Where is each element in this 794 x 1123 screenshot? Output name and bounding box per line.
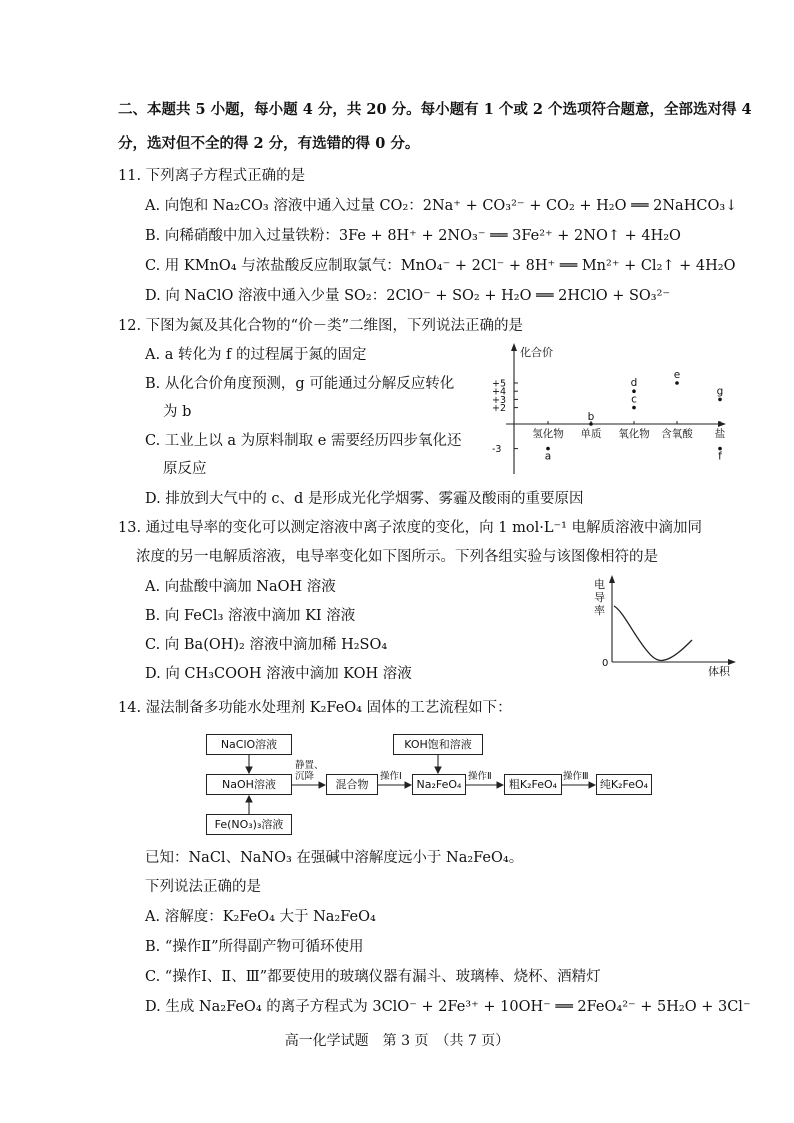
q12-stem: 12. 下图为氮及其化合物的“价－类”二维图，下列说法正确的是 (118, 318, 523, 334)
curve-origin-label: 0 (602, 658, 609, 669)
q11-option-c: C. 用 KMnO₄ 与浓盐酸反应制取氯气：MnO₄⁻ + 2Cl⁻ + 8H⁺ ══ Mn²⁺ + Cl₂↑ + 4H₂O (145, 258, 736, 274)
curve-xlabel: 体积 (708, 665, 730, 678)
diagram-point-g (718, 398, 722, 402)
q12-option-d: D. 排放到大气中的 c、d 是形成光化学烟雾、雾霾及酸雨的重要原因 (145, 491, 584, 507)
flow-box-koh: KOH饱和溶液 (393, 734, 483, 755)
q14-option-c: C. “操作Ⅰ、Ⅱ、Ⅲ”都要使用的玻璃仪器有漏斗、玻璃棒、烧杯、酒精灯 (145, 969, 601, 985)
diagram-ytick-label: +2 (492, 403, 507, 415)
diagram-point-d (632, 389, 636, 393)
q14-option-b: B. “操作Ⅱ”所得副产物可循环使用 (145, 939, 364, 955)
flow-box-naoh: NaOH溶液 (206, 774, 292, 795)
diagram-ytick-label: -3 (492, 444, 502, 456)
flow-box-na2feo4: Na₂FeO₄ (412, 774, 466, 795)
diagram-ytick-label: +5 (492, 378, 507, 390)
q14-stem: 14. 湿法制备多功能水处理剂 K₂FeO₄ 固体的工艺流程如下： (118, 700, 512, 716)
flow-label-op1: 操作Ⅰ (380, 771, 402, 782)
diagram-point-label-b: b (587, 411, 595, 423)
diagram-category-label: 盐 (714, 428, 726, 440)
q13-stem-line1: 13. 通过电导率的变化可以测定溶液中离子浓度的变化，向 1 mol·L⁻¹ 电解质溶液中滴加同 (118, 520, 703, 536)
section-header-line1: 二、本题共 5 小题，每小题 4 分，共 20 分。每小题有 1 个或 2 个选项符合题意，全部选对得 4 (118, 101, 752, 118)
flow-box-pure-k2feo4: 纯K₂FeO₄ (596, 774, 652, 795)
curve-ylabel: 电 导 率 (594, 578, 605, 617)
q12-option-c-line1: C. 工业上以 a 为原料制取 e 需要经历四步氧化还 (145, 433, 462, 449)
conductivity-curve (614, 606, 692, 660)
q11-option-b: B. 向稀硝酸中加入过量铁粉：3Fe + 8H⁺ + 2NO₃⁻ ══ 3Fe²⁺ + 2NO↑ + 4H₂O (145, 228, 681, 244)
q14-option-d: D. 生成 Na₂FeO₄ 的离子方程式为 3ClO⁻ + 2Fe³⁺ + 10OH⁻ ══ 2FeO₄²⁻ + 5H₂O + 3Cl⁻ (145, 999, 751, 1015)
q11-option-a: A. 向饱和 Na₂CO₃ 溶液中通入过量 CO₂：2Na⁺ + CO₃²⁻ + CO₂ + H₂O ══ 2NaHCO₃↓ (145, 198, 738, 214)
q13-stem-line2: 浓度的另一电解质溶液，电导率变化如下图所示。下列各组实验与该图像相符的是 (136, 549, 658, 565)
conductivity-curve-diagram (590, 574, 740, 678)
diagram-category-label: 含氧酸 (661, 428, 693, 440)
flow-box-naclo: NaClO溶液 (206, 734, 292, 755)
diagram-point-label-f: f (718, 450, 722, 463)
q12-option-a: A. a 转化为 f 的过程属于氮的固定 (145, 347, 367, 363)
q12-option-c-line2: 原反应 (163, 461, 207, 477)
diagram-category-label: 氢化物 (532, 428, 564, 440)
diagram-point-e (675, 381, 679, 385)
q13-option-a: A. 向盐酸中滴加 NaOH 溶液 (145, 579, 336, 595)
q12-option-b-line1: B. 从化合价角度预测，g 可能通过分解反应转化 (145, 376, 455, 392)
diagram-ylabel: 化合价 (520, 346, 553, 359)
q14-sub-stem: 下列说法正确的是 (145, 879, 261, 895)
q14-option-a: A. 溶解度：K₂FeO₄ 大于 Na₂FeO₄ (145, 909, 376, 925)
q11-option-d: D. 向 NaClO 溶液中通入少量 SO₂：2ClO⁻ + SO₂ + H₂O ══ 2HClO + SO₃²⁻ (145, 288, 671, 304)
diagram-point-c (632, 406, 636, 410)
diagram-ytick-label: +4 (492, 386, 507, 398)
q13-option-d: D. 向 CH₃COOH 溶液中滴加 KOH 溶液 (145, 666, 412, 682)
diagram-ytick-label: +3 (492, 394, 507, 406)
section-header-line2: 分，选对但不全的得 2 分，有选错的得 0 分。 (118, 135, 420, 152)
diagram-point-label-g: g (716, 385, 724, 398)
page-footer: 高一化学试题 第 3 页 （共 7 页） (284, 1033, 510, 1049)
flow-label-settle-1: 静置、 (295, 760, 324, 771)
q14-known: 已知：NaCl、NaNO₃ 在强碱中溶解度远小于 Na₂FeO₄。 (145, 850, 524, 866)
flow-box-crude-k2feo4: 粗K₂FeO₄ (504, 774, 562, 795)
valence-class-diagram (490, 340, 730, 478)
diagram-point-label-c: c (631, 393, 637, 406)
q13-option-c: C. 向 Ba(OH)₂ 溶液中滴加稀 H₂SO₄ (145, 637, 388, 653)
diagram-point-label-a: a (544, 450, 552, 463)
diagram-category-label: 氧化物 (618, 428, 650, 440)
flow-box-feno3: Fe(NO₃)₃溶液 (206, 814, 292, 835)
diagram-category-label: 单质 (580, 428, 602, 440)
diagram-point-label-d: d (630, 377, 638, 390)
flow-box-mixture: 混合物 (326, 774, 378, 795)
diagram-point-label-e: e (673, 369, 681, 381)
flow-label-settle-2: 沉降 (295, 771, 315, 782)
flow-label-op2: 操作Ⅱ (468, 771, 492, 782)
q12-option-b-line2: 为 b (163, 404, 192, 420)
q13-option-b: B. 向 FeCl₃ 溶液中滴加 KI 溶液 (145, 608, 356, 624)
flow-label-op3: 操作Ⅲ (563, 771, 589, 782)
q11-stem: 11. 下列离子方程式正确的是 (118, 168, 306, 184)
